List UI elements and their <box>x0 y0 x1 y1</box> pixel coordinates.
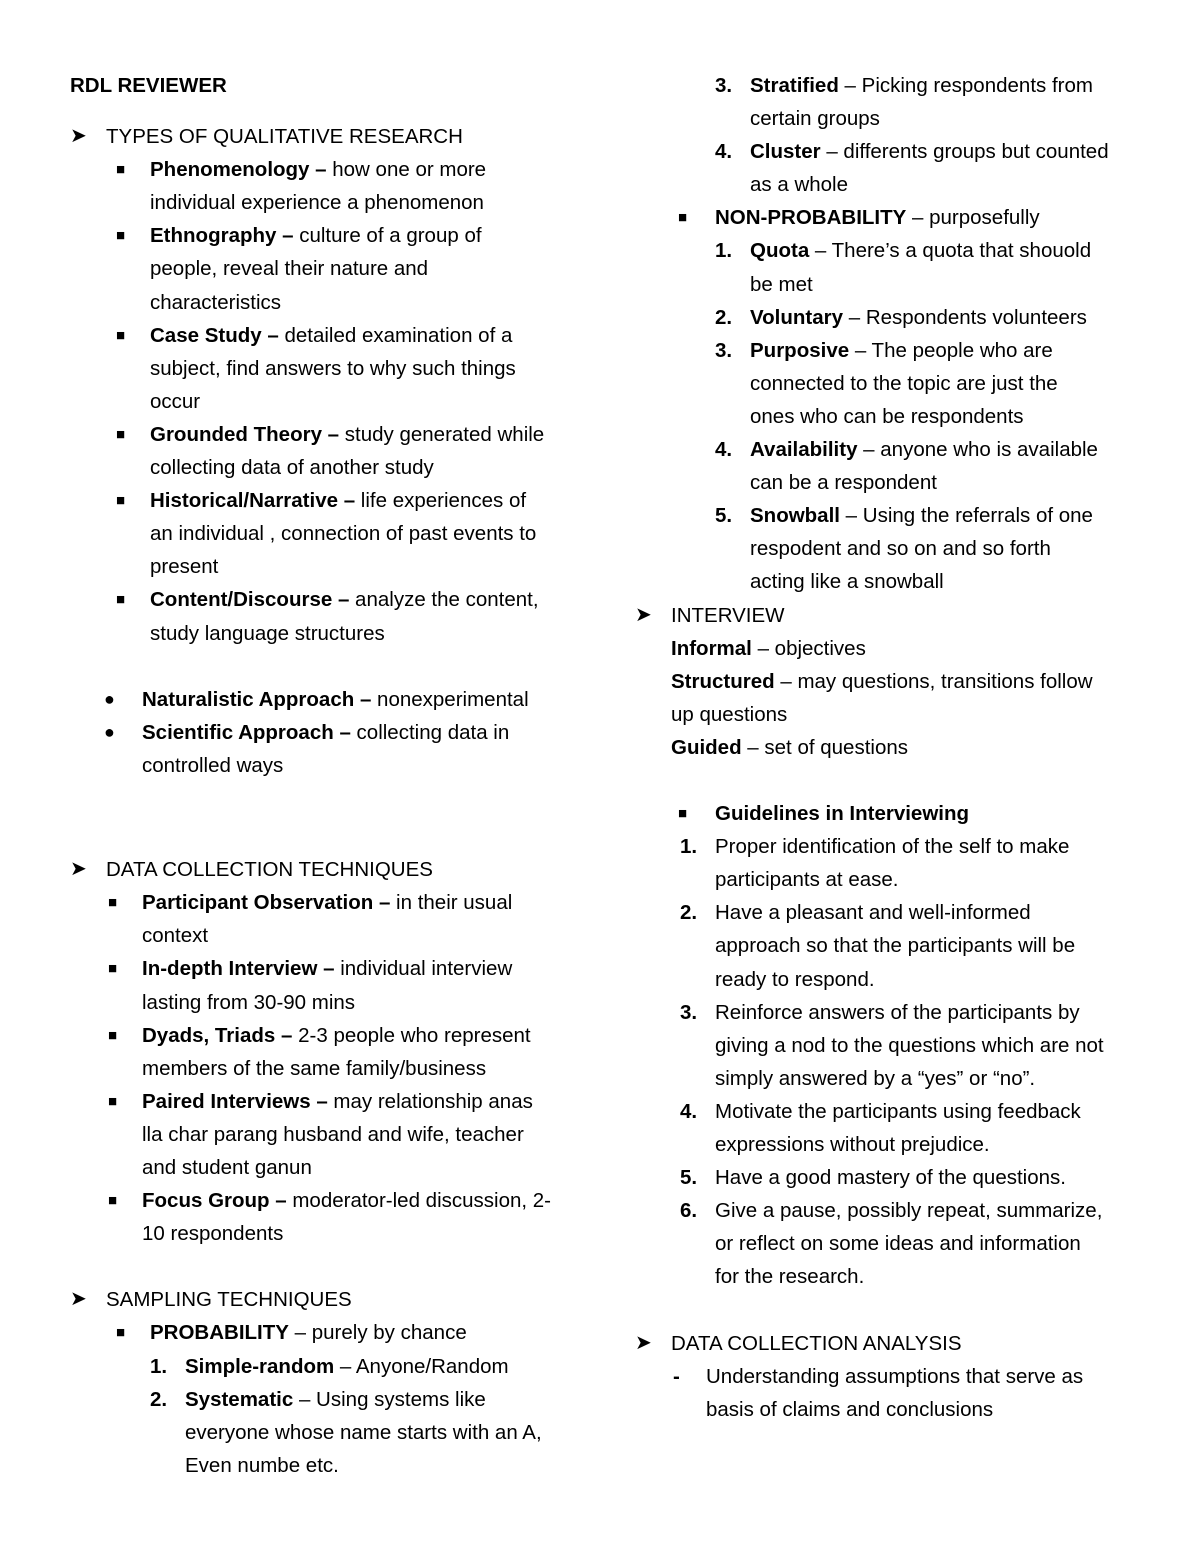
guideline-text: or reflect on some ideas and information <box>715 1232 1081 1256</box>
probability-sampling-item <box>635 135 1155 168</box>
round-bullet-icon: ● <box>104 721 115 742</box>
non-probability-sampling-item <box>635 433 1155 466</box>
item-number: 1. <box>150 1354 168 1378</box>
section-heading-data-collection: ➤ DATA COLLECTION TECHNIQUES <box>70 853 575 886</box>
item-term: Historical/Narrative – <box>150 489 356 513</box>
item-continuation <box>635 1062 1155 1095</box>
item-continuation: 10 respondents <box>142 1222 284 1246</box>
guideline-item <box>635 1095 1155 1128</box>
item-description: nonexperimental <box>371 687 529 711</box>
item-description: detailed examination of a <box>278 323 513 347</box>
square-bullet-icon: ■ <box>108 960 118 978</box>
item-number: 3. <box>715 74 733 97</box>
item-term: Scientific Approach – <box>142 720 351 744</box>
square-bullet-icon: ■ <box>116 326 126 344</box>
item-description: culture of a group of <box>293 224 482 248</box>
item-term: Informal <box>671 636 752 660</box>
item-description: individual interview <box>334 957 513 981</box>
guideline-item <box>635 1194 1155 1227</box>
non-probability-sampling-item <box>635 234 1155 267</box>
guideline-text: Proper identification of the self to make <box>715 835 1070 859</box>
item-term: Content/Discourse – <box>150 588 350 612</box>
approach-list <box>70 683 575 782</box>
non-probability-sampling-item <box>635 334 1155 367</box>
probability-list <box>70 1350 575 1482</box>
item-continuation: everyone whose name starts with an A, <box>185 1420 542 1444</box>
item-number: 4. <box>715 140 733 164</box>
qualitative-type-item <box>70 153 575 186</box>
section-heading-analysis: ➤ DATA COLLECTION ANALYSIS <box>635 1327 1155 1360</box>
section-heading-qualitative: ➤ TYPES OF QUALITATIVE RESEARCH <box>70 120 575 153</box>
item-continuation: collecting data of another study <box>150 456 434 480</box>
probability-item: ■ PROBABILITY – purely by chance <box>70 1316 575 1349</box>
square-bullet-icon: ■ <box>678 805 688 823</box>
data-collection-list <box>70 886 575 1250</box>
guideline-text: Motivate the participants using feedback <box>715 1099 1081 1123</box>
probability-sampling-item <box>70 1383 575 1416</box>
left-column <box>70 69 575 1482</box>
square-bullet-icon: ■ <box>116 425 126 443</box>
analysis-text: Understanding assumptions that serve as <box>706 1364 1084 1388</box>
data-collection-item <box>70 1085 575 1118</box>
data-collection-item <box>70 1184 575 1217</box>
item-continuation: people, reveal their nature and <box>150 257 429 281</box>
item-number: 4. <box>680 1099 698 1123</box>
guideline-item <box>635 1161 1155 1194</box>
guideline-text: Give a pause, possibly repeat, summarize, <box>715 1199 1103 1223</box>
item-description: collecting data in <box>350 720 510 744</box>
guideline-text: participants at ease. <box>715 868 899 892</box>
item-description: – objectives <box>751 636 866 660</box>
non-probability-sampling-item <box>635 499 1155 532</box>
item-description: how one or more <box>326 158 487 182</box>
guideline-text: Have a good mastery of the questions. <box>715 1166 1066 1190</box>
item-number: 1. <box>715 239 733 263</box>
dash-bullet-icon: - <box>673 1364 680 1388</box>
analysis-item <box>635 1360 1155 1393</box>
section-heading-interview: ➤ INTERVIEW <box>635 599 1155 632</box>
item-continuation: as a whole <box>750 173 849 197</box>
square-bullet-icon: ■ <box>116 161 126 179</box>
item-term: Voluntary <box>750 305 844 329</box>
item-continuation <box>635 1128 1155 1161</box>
item-number: 3. <box>680 1000 698 1024</box>
item-term: Stratified <box>750 74 839 97</box>
square-bullet-icon: ■ <box>116 492 126 510</box>
guideline-item <box>635 896 1155 929</box>
item-continuation <box>635 1029 1155 1062</box>
item-description: – There’s a quota that shouold <box>809 239 1092 263</box>
approach-item <box>70 683 575 716</box>
item-term: Systematic <box>185 1387 294 1411</box>
section-heading-sampling: ➤ SAMPLING TECHNIQUES <box>70 1283 575 1316</box>
item-continuation: study language structures <box>150 621 385 645</box>
item-description: in their usual <box>390 891 513 915</box>
item-continuation: ones who can be respondents <box>750 404 1024 428</box>
item-description: – The people who are <box>849 338 1053 362</box>
item-continuation: subject, find answers to why such things <box>150 356 516 380</box>
square-bullet-icon: ■ <box>108 1092 118 1110</box>
item-term: Cluster <box>750 140 821 164</box>
item-continuation: characteristics <box>150 290 282 314</box>
item-term: Ethnography – <box>150 224 294 248</box>
item-number: 2. <box>150 1387 168 1411</box>
item-continuation: can be a respondent <box>750 471 937 495</box>
item-term: Paired Interviews – <box>142 1089 328 1113</box>
item-term: Focus Group – <box>142 1189 287 1213</box>
item-description: study generated while <box>339 422 545 446</box>
item-continuation: context <box>142 924 209 948</box>
item-term: Purposive <box>750 338 850 362</box>
item-number: 3. <box>715 338 733 362</box>
qualitative-type-item <box>70 484 575 517</box>
item-term: Snowball <box>750 504 840 528</box>
item-description: analyze the content, <box>349 588 539 612</box>
item-description: – Respondents volunteers <box>843 305 1087 329</box>
guideline-item <box>635 996 1155 1029</box>
arrow-bullet-icon: ➤ <box>70 858 87 881</box>
item-continuation: respodent and so on and so forth <box>750 537 1051 561</box>
item-term: Structured <box>671 669 775 693</box>
item-term: Availability <box>750 438 858 462</box>
item-term: In-depth Interview – <box>142 957 335 981</box>
item-continuation <box>635 1393 1155 1426</box>
probability-sampling-item <box>635 69 1155 102</box>
item-number: 2. <box>715 305 733 329</box>
item-term: Dyads, Triads – <box>142 1023 293 1047</box>
item-term: Guided <box>671 735 742 759</box>
item-description: 2-3 people who represent <box>292 1023 531 1047</box>
arrow-bullet-icon: ➤ <box>70 1288 87 1311</box>
guideline-text: expressions without prejudice. <box>715 1133 990 1156</box>
guideline-text: Have a pleasant and well-informed <box>715 901 1031 925</box>
item-term: Grounded Theory – <box>150 422 340 446</box>
square-bullet-icon: ■ <box>108 1026 118 1044</box>
item-continuation: Even numbe etc. <box>185 1453 339 1477</box>
qualitative-list <box>70 153 575 649</box>
guideline-text: Reinforce answers of the participants by <box>715 1000 1080 1024</box>
item-continuation <box>635 1227 1155 1260</box>
square-bullet-icon: ■ <box>108 894 118 912</box>
item-description: – Picking respondents from <box>838 74 1093 97</box>
interview-type-item <box>635 731 1155 764</box>
item-continuation: acting like a snowball <box>750 570 944 594</box>
data-collection-item <box>70 1019 575 1052</box>
item-number: 6. <box>680 1199 698 1223</box>
square-bullet-icon: ■ <box>116 227 126 245</box>
item-description: – Anyone/Random <box>334 1354 509 1378</box>
item-description: – Using systems like <box>293 1387 486 1411</box>
analysis-list <box>635 1360 1155 1426</box>
item-continuation: lla char parang husband and wife, teacher <box>142 1122 524 1146</box>
interview-types <box>635 632 1155 764</box>
arrow-bullet-icon: ➤ <box>70 125 87 148</box>
qualitative-type-item <box>70 583 575 616</box>
square-bullet-icon: ■ <box>678 209 688 227</box>
item-continuation <box>635 863 1155 896</box>
item-term: Naturalistic Approach – <box>142 687 372 711</box>
item-continuation: certain groups <box>750 107 880 131</box>
square-bullet-icon: ■ <box>116 1324 126 1342</box>
item-continuation: connected to the topic are just the <box>750 371 1058 395</box>
guideline-text: approach so that the participants will be <box>715 934 1076 958</box>
data-collection-item <box>70 952 575 985</box>
guideline-text: simply answered by a “yes” or “no”. <box>715 1066 1036 1090</box>
item-term: Case Study – <box>150 323 279 347</box>
item-continuation: occur <box>150 389 201 413</box>
item-number: 2. <box>680 901 698 925</box>
item-description: – Using the referrals of one <box>839 504 1093 528</box>
guidelines-heading: ■ Guidelines in Interviewing <box>635 797 1155 830</box>
item-continuation: be met <box>750 272 813 296</box>
interview-type-item <box>635 665 1155 698</box>
item-continuation: lasting from 30-90 mins <box>142 990 356 1014</box>
item-continuation: present <box>150 555 219 579</box>
non-probability-item: ■ NON-PROBABILITY – purposefully <box>635 201 1155 234</box>
square-bullet-icon: ■ <box>108 1192 118 1210</box>
qualitative-type-item <box>70 418 575 451</box>
document-title: RDL REVIEWER <box>70 74 227 97</box>
qualitative-type-item <box>70 319 575 352</box>
item-description: life experiences of <box>355 489 527 513</box>
approach-item <box>70 716 575 749</box>
data-collection-item <box>70 886 575 919</box>
item-continuation <box>635 963 1155 996</box>
round-bullet-icon: ● <box>104 688 115 709</box>
item-number: 4. <box>715 438 733 462</box>
item-continuation: an individual , connection of past events to <box>150 522 537 546</box>
item-description: – differents groups but counted <box>820 140 1109 164</box>
right-column <box>635 69 1155 1426</box>
item-number: 5. <box>715 504 733 528</box>
non-probability-sampling-item <box>635 301 1155 334</box>
item-description: – anyone who is available <box>857 438 1098 462</box>
item-number: 5. <box>680 1166 698 1190</box>
guideline-text: giving a nod to the questions which are not <box>715 1033 1104 1057</box>
item-description: – may questions, transitions follow <box>774 669 1093 693</box>
guidelines-list <box>635 830 1155 1293</box>
item-number: 1. <box>680 835 698 859</box>
item-description: moderator-led discussion, 2- <box>286 1189 551 1213</box>
item-description: – set of questions <box>741 735 908 759</box>
probability-list-continued <box>635 69 1155 201</box>
item-continuation: controlled ways <box>142 753 284 777</box>
item-continuation: individual experience a phenomenon <box>150 191 484 215</box>
item-term: Participant Observation – <box>142 891 391 915</box>
item-continuation: and student ganun <box>142 1156 312 1179</box>
item-continuation <box>635 1260 1155 1293</box>
arrow-bullet-icon: ➤ <box>635 603 652 626</box>
item-term: Phenomenology – <box>150 158 327 182</box>
guideline-text: for the research. <box>715 1265 865 1289</box>
square-bullet-icon: ■ <box>116 591 126 609</box>
analysis-text: basis of claims and conclusions <box>706 1397 994 1421</box>
interview-type-item <box>635 632 1155 665</box>
item-term: Quota <box>750 239 810 263</box>
item-continuation: members of the same family/business <box>142 1056 487 1080</box>
probability-sampling-item <box>70 1350 575 1383</box>
non-probability-list <box>635 234 1155 598</box>
item-continuation: up questions <box>671 702 788 726</box>
guideline-item <box>635 830 1155 863</box>
qualitative-type-item <box>70 219 575 252</box>
guideline-text: ready to respond. <box>715 967 875 991</box>
item-description: may relationship anas <box>327 1089 533 1113</box>
item-term: Simple-random <box>185 1354 335 1378</box>
item-continuation <box>635 929 1155 962</box>
arrow-bullet-icon: ➤ <box>635 1331 652 1354</box>
